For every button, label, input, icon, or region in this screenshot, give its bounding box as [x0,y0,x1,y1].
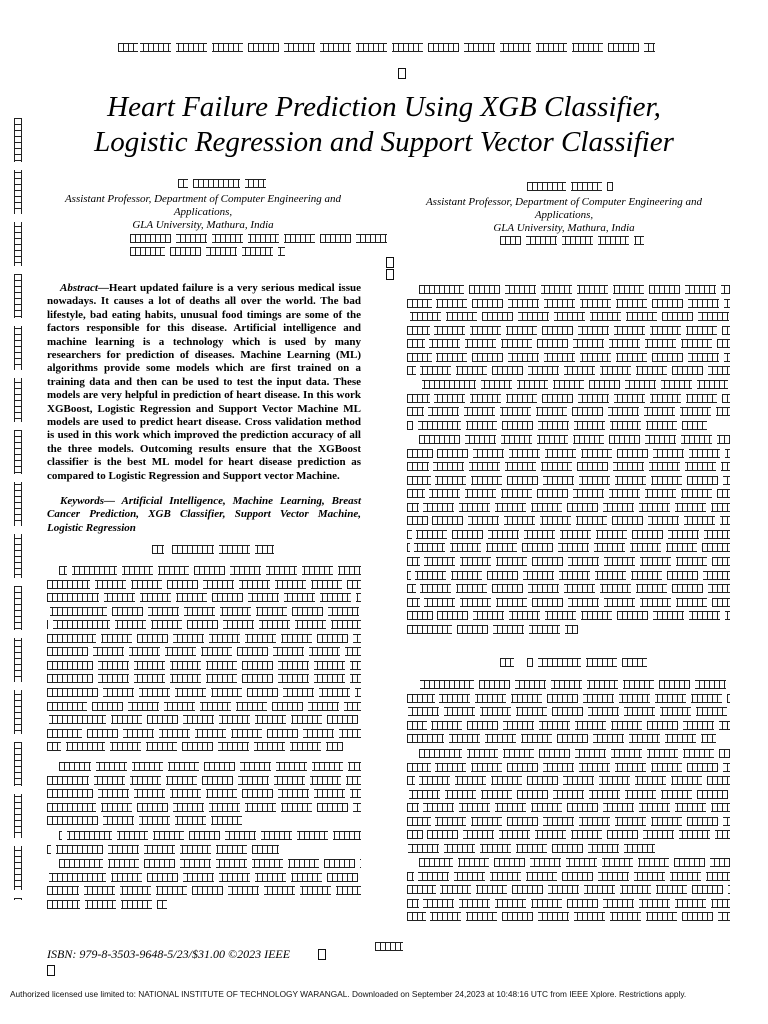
garbled-text-line [407,734,716,743]
garbled-text-line [130,234,392,243]
garbled-text-line [178,179,266,188]
garbled-text-line [59,566,361,575]
garbled-text-line [47,593,361,602]
garbled-text-line [500,658,514,667]
affiliation-line: Applications, [534,209,594,221]
garbled-text-line [407,584,730,593]
garbled-text-line [407,312,730,321]
garbled-text-line [419,680,730,689]
garbled-text-line [59,831,361,840]
garbled-text-line [407,516,730,525]
garbled-text-line [407,407,730,416]
garbled-text-line [47,900,167,909]
garbled-text-line [59,762,361,771]
garbled-text-line [59,859,361,868]
garbled-text-line [419,435,730,444]
missing-glyph-box [47,965,55,976]
garbled-text-line [407,899,730,908]
garbled-text-line [375,942,403,951]
garbled-text-line [407,598,730,607]
garbled-text-line [407,489,730,498]
garbled-text-line [47,580,361,589]
paper-title-line-2: Logistic Regression and Support Vector Classifier [94,126,674,158]
missing-glyph-box [386,269,394,280]
garbled-text-line [527,182,613,191]
affiliation-line: Assistant Professor, Department of Computer Engineering and [425,196,703,208]
garbled-text-line [407,366,730,375]
garbled-text-line [407,571,730,580]
garbled-text-line [407,299,730,308]
garbled-text-line [47,776,361,785]
garbled-text-line [47,607,361,616]
isbn-line [47,947,290,962]
garbled-text-line [130,247,285,256]
garbled-text-line [407,776,730,785]
garbled-text-line [47,620,361,629]
garbled-text-line [47,674,361,683]
garbled-text-line [407,872,730,881]
abstract-text: —Heart updated failure is a very serious medical issue nowadays. It causes a lot of deaths all over the world. The bad lifestyle, bad eating habits, unusual food timings are some of the factors responsible for this disease. Artificial intelligence and machine learning is a technology which is used by many researchers for prediction of diseases. Machine Learning (ML) algorithms provide some models which are first trained on a training data and then can be used to test the input data. These models are very helpful in prediction of heart disease. In this work XGBoost, Logistic Regression and Support Vector Machine ML models are used to predict heart disease. Cross validation method is used in this work which improved the prediction accuracy of all the three models. Outcoming results ensure that the XGBoost classifier is the best ML model for heart disease prediction as compared to Logistic Regression and Support vector Machine. [47,282,361,482]
garbled-text-line [407,790,730,799]
affiliation-line: Assistant Professor, Department of Computer Engineering and [64,193,342,205]
garbled-text-line [47,688,361,697]
missing-glyph-box [318,949,326,960]
abstract-paragraph [47,282,361,483]
missing-glyph-box [386,257,394,268]
garbled-text-line [407,394,730,403]
garbled-text-line [407,707,730,716]
garbled-text-line [47,789,361,798]
abstract-label: Abstract [60,282,98,294]
garbled-text-line [407,912,730,921]
garbled-text-line [152,545,164,554]
paper-title-line-1: Heart Failure Prediction Using XGB Classifier, [107,91,661,123]
garbled-text-line [118,43,655,52]
garbled-text-line [407,353,730,362]
garbled-text-line [47,742,343,751]
garbled-text-line [407,543,730,552]
garbled-text-line [407,817,730,826]
missing-glyph-box [398,68,406,79]
garbled-text-line [419,285,730,294]
isbn-text: ISBN: 979-8-3503-9648-5/23/$31.00 ©2023 IEEE [47,947,291,961]
garbled-text-line [47,886,361,895]
garbled-text-line [47,729,361,738]
affiliation-line: GLA University, Mathura, India [493,222,635,234]
garbled-text-line [407,694,730,703]
license-notice: Authorized licensed use limited to: NATIONAL INSTITUTE OF TECHNOLOGY WARANGAL. Downloaded on September 24,2023 at 10:48:16 UTC from IEEE Xplore. Restrictions apply. [10,989,687,999]
garbled-text-line [407,885,730,894]
garbled-text-line [47,845,279,854]
garbled-text-line [47,803,361,812]
garbled-text-line [47,661,361,670]
garbled-text-line [407,803,730,812]
garbled-text-line [407,830,730,839]
garbled-text-line [527,658,647,667]
garbled-text-line [407,844,657,853]
garbled-text-line [407,339,730,348]
garbled-text-line [407,421,707,430]
keywords-paragraph: Keywords— Artificial Intelligence, Machine Learning, Breast Cancer Prediction, XGB Classifier, Support Vector Machine, Logistic Regression [47,495,361,534]
garbled-text-line [407,763,730,772]
garbled-text-line [47,873,361,882]
garbled-text-line [172,545,274,554]
author-1-affiliation [40,193,366,232]
garbled-text-line [407,503,730,512]
garbled-text-line [407,625,578,634]
garbled-text-line [407,326,730,335]
garbled-text-line [407,462,730,471]
garbled-text-line [47,816,247,825]
garbled-text-line [407,449,730,458]
garbled-text-line [407,611,730,620]
author-2-affiliation [401,196,727,235]
garbled-text-line [47,634,361,643]
garbled-vertical-text [14,118,22,900]
garbled-text-line [419,380,730,389]
garbled-text-line [419,749,730,758]
garbled-text-line [47,702,361,711]
affiliation-line: Applications, [173,206,233,218]
garbled-text-line [407,721,730,730]
garbled-text-line [407,530,730,539]
garbled-text-line [407,557,730,566]
garbled-text-line [407,476,730,485]
garbled-text-line [419,858,730,867]
garbled-text-line [47,715,361,724]
garbled-text-line [500,236,644,245]
garbled-text-line [47,647,361,656]
affiliation-line: GLA University, Mathura, India [132,219,274,231]
